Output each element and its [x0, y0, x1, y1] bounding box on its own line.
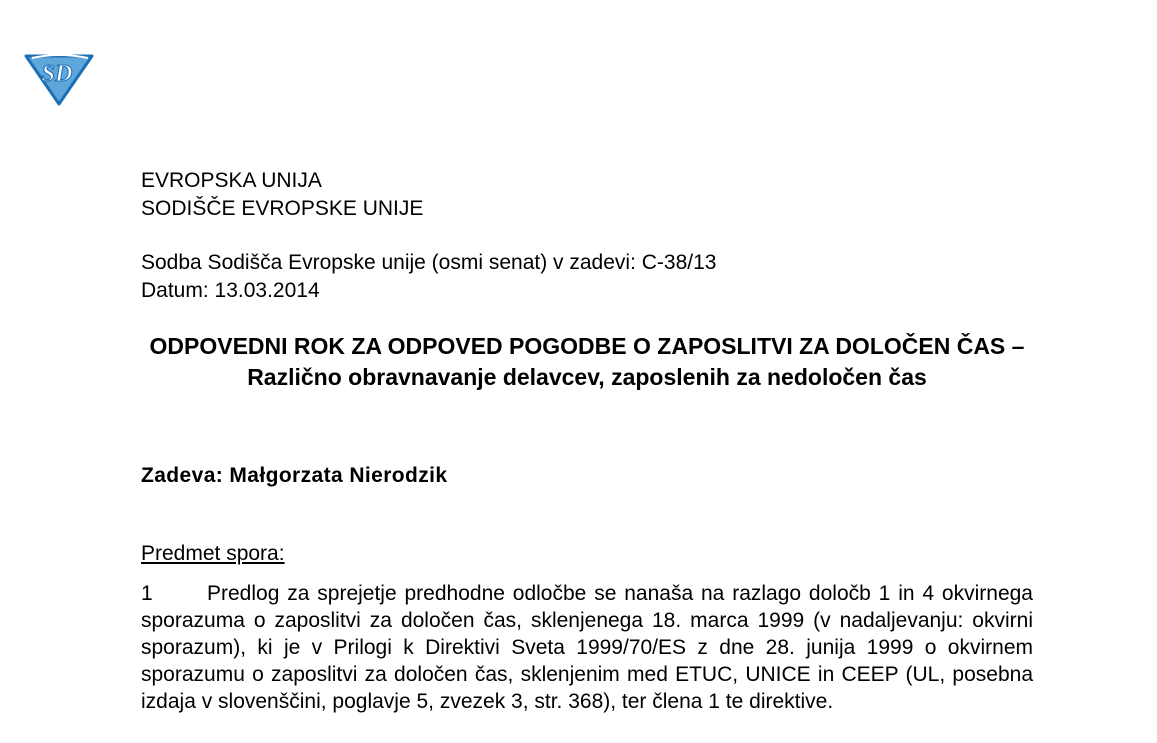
headline-main: ODPOVEDNI ROK ZA ODPOVED POGODBE O ZAPOSLITVI ZA DOLOČEN ČAS — [149, 333, 1006, 359]
dispute-heading: Predmet spora: — [141, 542, 285, 565]
court-line-1: EVROPSKA UNIJA — [141, 169, 322, 192]
document-headline — [141, 331, 1033, 393]
paragraph-number: 1 — [141, 582, 153, 605]
court-header — [141, 167, 423, 223]
svg-text:SD: SD — [41, 61, 73, 87]
case-reference: Sodba Sodišča Evropske unije (osmi senat) v zadevi: C-38/13 — [141, 251, 717, 274]
case-date: Datum: 13.03.2014 — [141, 279, 320, 302]
case-info — [141, 249, 716, 305]
paragraph-text: Predlog za sprejetje predhodne odločbe se nanaša na razlago določb 1 in 4 okvirnega sporazuma o zaposlitvi za določen čas, sklenjenega 18. marca 1999 (v nadaljevanju: okvirni sporazum), ki je v Prilogi k Direktivi Sveta 1999/70/ES z dne 28. junija 1999 o okvirnem sporazumu o zaposlitvi za določen čas, sklenjenim med ETUC, UNICE in CEEP (UL, posebna izdaja v slovenščini, poglavje 5, zvezek 3, str. 368), ter člena 1 te direktive. — [141, 582, 1033, 713]
court-line-2: SODIŠČE EVROPSKE UNIJE — [141, 197, 424, 220]
paragraph-1 — [141, 580, 1033, 715]
subject-line: Zadeva: Małgorzata Nierodzik — [141, 464, 448, 487]
sd-logo — [22, 50, 96, 106]
headline-detail: – Različno obravnavanje delavcev, zaposlenih za nedoločen čas — [247, 333, 1025, 390]
